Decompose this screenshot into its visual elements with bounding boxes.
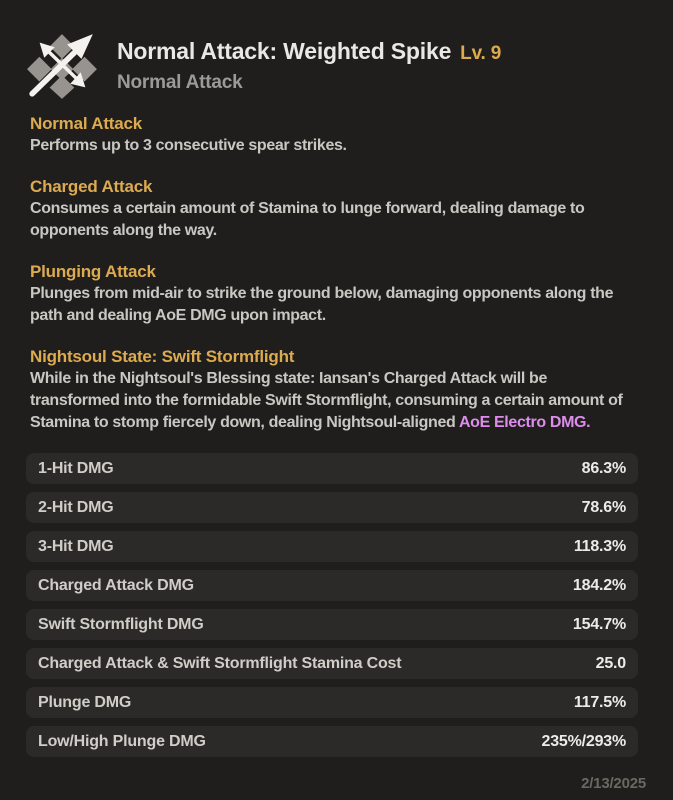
section-heading: Plunging Attack [30,262,156,281]
section-body [30,283,630,327]
crossed-spear-icon [26,30,100,100]
section-heading: Normal Attack [30,114,143,133]
stat-value: 78.6% [581,498,626,516]
section-body [30,198,630,242]
header-text [117,30,501,95]
stat-value: 86.3% [581,459,626,477]
section-body [30,368,630,434]
table-row [26,609,638,640]
stat-label: Plunge DMG [38,693,132,711]
talent-title: Normal Attack: Weighted Spike [117,38,452,64]
stat-label: Charged Attack DMG [38,576,194,594]
table-row [26,570,638,601]
electro-highlight-text: AoE Electro DMG. [458,414,591,431]
talent-section [30,346,637,434]
stat-value: 235%/293% [541,732,626,750]
body-text: While in the Nightsoul's Blessing state: Iansan's Charged Attack will be transformed into the formidable Swift Stormflight, consuming a certain amount of Stamina to stomp fiercely down, dealing Nightsoul-aligned [30,370,623,431]
body-text: Consumes a certain amount of Stamina to lunge forward, dealing damage to opponents along the way. [30,200,585,239]
section-body [30,135,630,157]
stat-value: 25.0 [595,654,626,672]
stat-value: 154.7% [572,615,626,633]
stat-label: 2-Hit DMG [38,498,114,516]
talent-level-badge: Lv. 9 [460,43,502,64]
table-row [26,453,638,484]
polearm-normal-attack-icon [26,30,100,100]
talent-header [0,0,673,100]
stats-table [26,453,638,757]
body-text: Performs up to 3 consecutive spear strikes. [30,137,347,154]
talent-section [30,113,637,157]
stat-label: 3-Hit DMG [38,537,114,555]
description-sections [30,113,637,434]
talent-section [30,261,637,327]
stat-value: 118.3% [573,537,626,555]
stat-label: Swift Stormflight DMG [38,615,204,633]
stat-value: 117.5% [573,693,626,711]
stat-label: Low/High Plunge DMG [38,732,206,750]
table-row [26,492,638,523]
body-text: Plunges from mid-air to strike the ground below, damaging opponents along the path and dealing AoE DMG upon impact. [30,285,614,324]
section-heading: Nightsoul State: Swift Stormflight [30,347,295,366]
section-heading: Charged Attack [30,177,153,196]
table-row [26,687,638,718]
stat-label: 1-Hit DMG [38,459,114,477]
title-row [117,37,501,69]
date-stamp: 2/13/2025 [581,775,646,792]
stat-value: 184.2% [572,576,626,594]
table-row [26,648,638,679]
stat-label: Charged Attack & Swift Stormflight Stamina Cost [38,654,402,672]
table-row [26,531,638,562]
talent-category: Normal Attack [117,72,243,93]
table-row [26,726,638,757]
talent-section [30,176,637,242]
